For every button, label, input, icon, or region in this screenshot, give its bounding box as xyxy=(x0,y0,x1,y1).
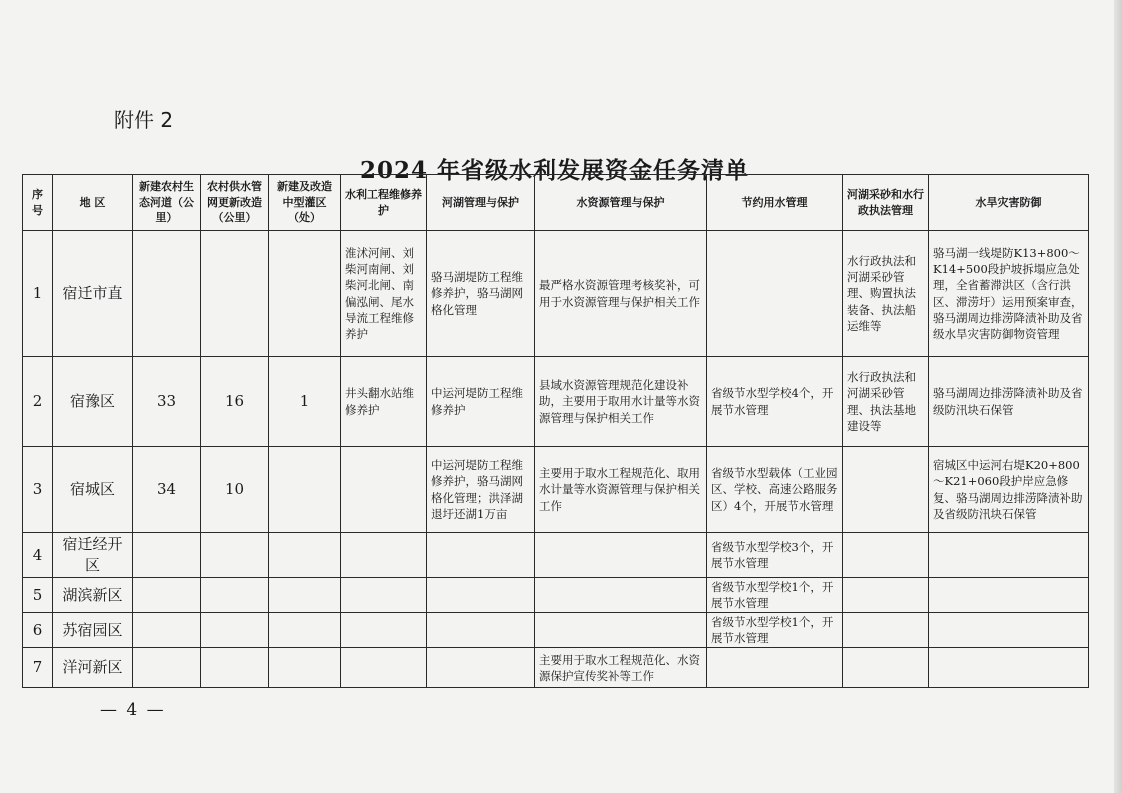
cell-region: 洋河新区 xyxy=(53,648,133,688)
table-row xyxy=(23,447,1089,533)
cell-water-resource: 主要用于取水工程规范化、取用水计量等水资源管理与保护相关工作 xyxy=(535,447,707,533)
cell-seq: 2 xyxy=(23,357,53,447)
cell-sand-mining: 水行政执法和河湖采砂管理、执法基地建设等 xyxy=(843,357,929,447)
header-water-pipe: 农村供水管网更新改造（公里） xyxy=(201,175,269,231)
page-title: 2024 年省级水利发展资金任务清单 xyxy=(360,157,750,184)
cell-engineering: 淮沭河闸、刘柴河南闸、刘柴河北闸、南偏泓闸、尾水导流工程维修养护 xyxy=(341,231,427,357)
cell-region: 宿迁市直 xyxy=(53,231,133,357)
cell-water-pipe xyxy=(201,578,269,613)
table-row xyxy=(23,648,1089,688)
cell-irrigation: 1 xyxy=(269,357,341,447)
cell-seq: 1 xyxy=(23,231,53,357)
table-row xyxy=(23,613,1089,648)
table-row xyxy=(23,231,1089,357)
cell-seq: 5 xyxy=(23,578,53,613)
header-region: 地 区 xyxy=(53,175,133,231)
header-sand-mining: 河湖采砂和水行政执法管理 xyxy=(843,175,929,231)
cell-river-lake: 中运河堤防工程维修养护，骆马湖网格化管理；洪泽湖退圩还湖1万亩 xyxy=(427,447,535,533)
cell-region: 宿城区 xyxy=(53,447,133,533)
cell-water-saving xyxy=(707,648,843,688)
cell-water-saving: 省级节水型学校1个，开展节水管理 xyxy=(707,578,843,613)
header-water-resource: 水资源管理与保护 xyxy=(535,175,707,231)
cell-eco-river: 34 xyxy=(133,447,201,533)
header-row xyxy=(23,175,1089,231)
cell-sand-mining: 水行政执法和河湖采砂管理、购置执法装备、执法船运维等 xyxy=(843,231,929,357)
cell-water-saving xyxy=(707,231,843,357)
cell-eco-river xyxy=(133,648,201,688)
cell-water-saving: 省级节水型学校3个，开展节水管理 xyxy=(707,533,843,578)
cell-water-resource: 县域水资源管理规范化建设补助，主要用于取用水计量等水资源管理与保护相关工作 xyxy=(535,357,707,447)
cell-seq: 7 xyxy=(23,648,53,688)
cell-water-resource xyxy=(535,578,707,613)
cell-region: 宿豫区 xyxy=(53,357,133,447)
cell-disaster xyxy=(929,648,1089,688)
cell-sand-mining xyxy=(843,447,929,533)
page-edge xyxy=(1114,0,1122,793)
header-disaster: 水旱灾害防御 xyxy=(929,175,1089,231)
cell-water-pipe: 10 xyxy=(201,447,269,533)
cell-disaster xyxy=(929,533,1089,578)
cell-disaster xyxy=(929,613,1089,648)
header-irrigation: 新建及改造中型灌区（处） xyxy=(269,175,341,231)
attachment-label: 附件 2 xyxy=(114,108,174,132)
cell-water-saving: 省级节水型载体（工业园区、学校、高速公路服务区）4个，开展节水管理 xyxy=(707,447,843,533)
cell-eco-river xyxy=(133,533,201,578)
task-table xyxy=(22,174,1089,688)
cell-river-lake xyxy=(427,648,535,688)
cell-sand-mining xyxy=(843,613,929,648)
cell-sand-mining xyxy=(843,533,929,578)
cell-region: 宿迁经开区 xyxy=(53,533,133,578)
cell-river-lake xyxy=(427,533,535,578)
cell-water-saving: 省级节水型学校1个，开展节水管理 xyxy=(707,613,843,648)
table-row xyxy=(23,578,1089,613)
cell-water-resource: 主要用于取水工程规范化、水资源保护宣传奖补等工作 xyxy=(535,648,707,688)
cell-disaster: 骆马湖周边排涝降渍补助及省级防汛块石保管 xyxy=(929,357,1089,447)
cell-water-pipe xyxy=(201,533,269,578)
cell-water-resource xyxy=(535,613,707,648)
cell-water-resource: 最严格水资源管理考核奖补，可用于水资源管理与保护相关工作 xyxy=(535,231,707,357)
table-row xyxy=(23,533,1089,578)
cell-water-pipe: 16 xyxy=(201,357,269,447)
cell-disaster xyxy=(929,578,1089,613)
cell-river-lake: 骆马湖堤防工程维修养护，骆马湖网格化管理 xyxy=(427,231,535,357)
cell-irrigation xyxy=(269,533,341,578)
page-number: — 4 — xyxy=(100,700,166,720)
header-river-lake: 河湖管理与保护 xyxy=(427,175,535,231)
cell-seq: 4 xyxy=(23,533,53,578)
cell-water-pipe xyxy=(201,648,269,688)
cell-water-pipe xyxy=(201,231,269,357)
cell-disaster: 宿城区中运河右堤K20+800～K21+060段护岸应急修复、骆马湖周边排涝降渍补助及省级防汛块石保管 xyxy=(929,447,1089,533)
cell-irrigation xyxy=(269,613,341,648)
cell-eco-river: 33 xyxy=(133,357,201,447)
cell-irrigation xyxy=(269,447,341,533)
header-water-saving: 节约用水管理 xyxy=(707,175,843,231)
cell-disaster: 骆马湖一线堤防K13+800～K14+500段护坡拆塌应急处理，全省蓄滞洪区（含行洪区、滞涝圩）运用预案审查，骆马湖周边排涝降渍补助及省级水旱灾害防御物资管理 xyxy=(929,231,1089,357)
cell-engineering: 井头翻水站维修养护 xyxy=(341,357,427,447)
cell-seq: 6 xyxy=(23,613,53,648)
cell-seq: 3 xyxy=(23,447,53,533)
cell-sand-mining xyxy=(843,578,929,613)
cell-engineering xyxy=(341,447,427,533)
cell-water-pipe xyxy=(201,613,269,648)
cell-river-lake xyxy=(427,613,535,648)
cell-water-resource xyxy=(535,533,707,578)
header-seq: 序号 xyxy=(23,175,53,231)
header-eco-river: 新建农村生态河道（公里） xyxy=(133,175,201,231)
table-row xyxy=(23,357,1089,447)
cell-irrigation xyxy=(269,231,341,357)
cell-irrigation xyxy=(269,648,341,688)
cell-engineering xyxy=(341,578,427,613)
cell-river-lake xyxy=(427,578,535,613)
cell-engineering xyxy=(341,533,427,578)
cell-irrigation xyxy=(269,578,341,613)
cell-engineering xyxy=(341,613,427,648)
cell-eco-river xyxy=(133,231,201,357)
cell-region: 湖滨新区 xyxy=(53,578,133,613)
cell-eco-river xyxy=(133,613,201,648)
header-engineering: 水利工程维修养护 xyxy=(341,175,427,231)
cell-region: 苏宿园区 xyxy=(53,613,133,648)
cell-water-saving: 省级节水型学校4个，开展节水管理 xyxy=(707,357,843,447)
cell-river-lake: 中运河堤防工程维修养护 xyxy=(427,357,535,447)
cell-engineering xyxy=(341,648,427,688)
cell-eco-river xyxy=(133,578,201,613)
cell-sand-mining xyxy=(843,648,929,688)
